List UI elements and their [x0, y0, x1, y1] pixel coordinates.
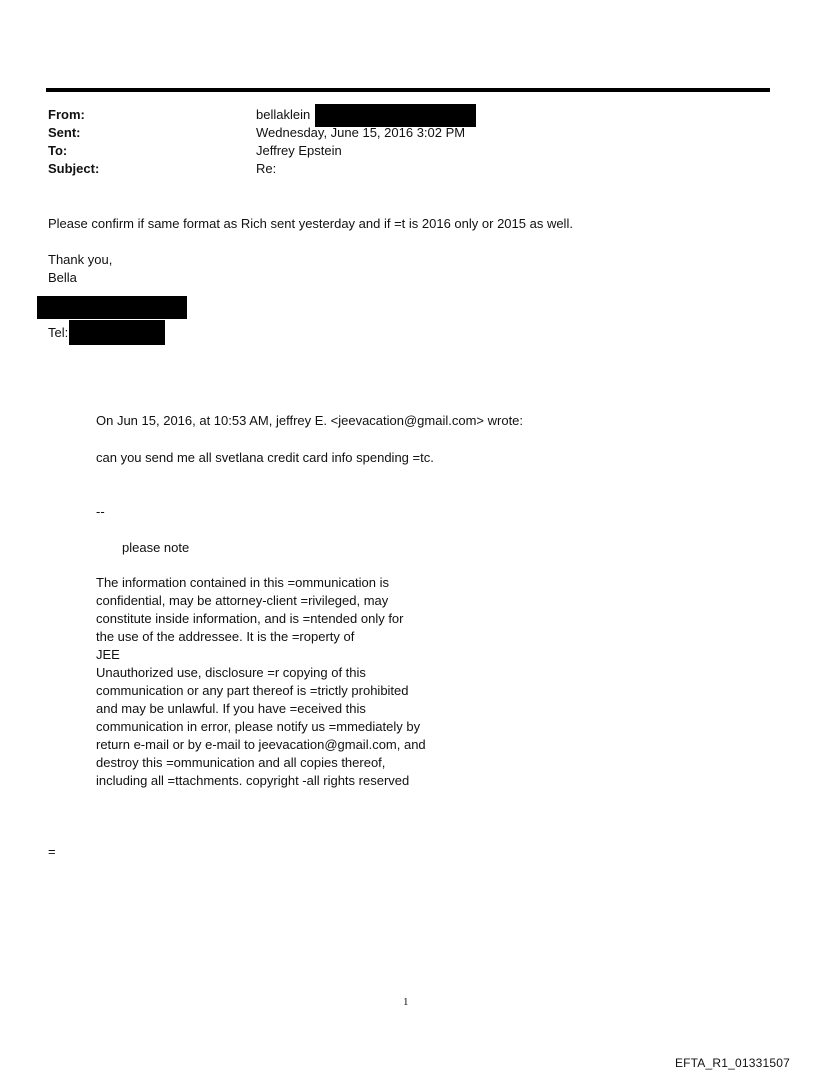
to-label: To: — [48, 143, 68, 158]
signature-dash: -- — [96, 504, 105, 519]
quoted-request: can you send me all svetlana credit card info spending =tc. — [96, 450, 434, 465]
sent-label: Sent: — [48, 125, 81, 140]
disclaimer-block — [96, 574, 426, 790]
page-number: 1 — [403, 996, 409, 1008]
to-value: Jeffrey Epstein — [256, 143, 342, 158]
subject-value: Re: — [256, 161, 277, 176]
disclaimer-line: confidential, may be attorney-client =rivileged, may — [96, 593, 389, 608]
body-thanks: Thank you, — [48, 252, 113, 267]
bates-number: EFTA_R1_01331507 — [674, 1056, 790, 1070]
trailer-equals: = — [48, 844, 56, 859]
redaction-phone — [69, 320, 165, 345]
disclaimer-line: constitute inside information, and is =ntended only for — [96, 611, 404, 626]
from-value: bellaklein — [256, 107, 311, 122]
disclaimer-line: communication or any part thereof is =trictly prohibited — [96, 683, 409, 698]
disclaimer-line: destroy this =ommunication and all copies thereof, — [96, 755, 386, 770]
from-label: From: — [48, 107, 85, 122]
disclaimer-line: JEE — [96, 647, 120, 662]
redaction-signature-line — [37, 296, 187, 319]
disclaimer-line: and may be unlawful. If you have =eceived this — [96, 701, 366, 716]
body-name: Bella — [48, 270, 77, 285]
subject-label: Subject: — [48, 161, 100, 176]
disclaimer-line: return e-mail or by e-mail to jeevacation@gmail.com, and — [96, 737, 426, 752]
sent-value: Wednesday, June 15, 2016 3:02 PM — [256, 125, 466, 140]
please-note: please note — [122, 540, 190, 555]
quoted-intro: On Jun 15, 2016, at 10:53 AM, jeffrey E. <jeevacation@gmail.com> wrote: — [96, 413, 524, 428]
body-line-1: Please confirm if same format as Rich sent yesterday and if =t is 2016 only or 2015 as well. — [48, 216, 573, 231]
disclaimer-line: Unauthorized use, disclosure =r copying of this — [96, 665, 366, 680]
tel-label: Tel: — [48, 325, 69, 340]
disclaimer-line: The information contained in this =ommunication is — [96, 575, 390, 590]
disclaimer-line: communication in error, please notify us =mmediately by — [96, 719, 421, 734]
disclaimer-line: the use of the addressee. It is the =roperty of — [96, 629, 355, 644]
header-rule — [46, 88, 770, 92]
disclaimer-line: including all =ttachments. copyright -all rights reserved — [96, 773, 410, 788]
